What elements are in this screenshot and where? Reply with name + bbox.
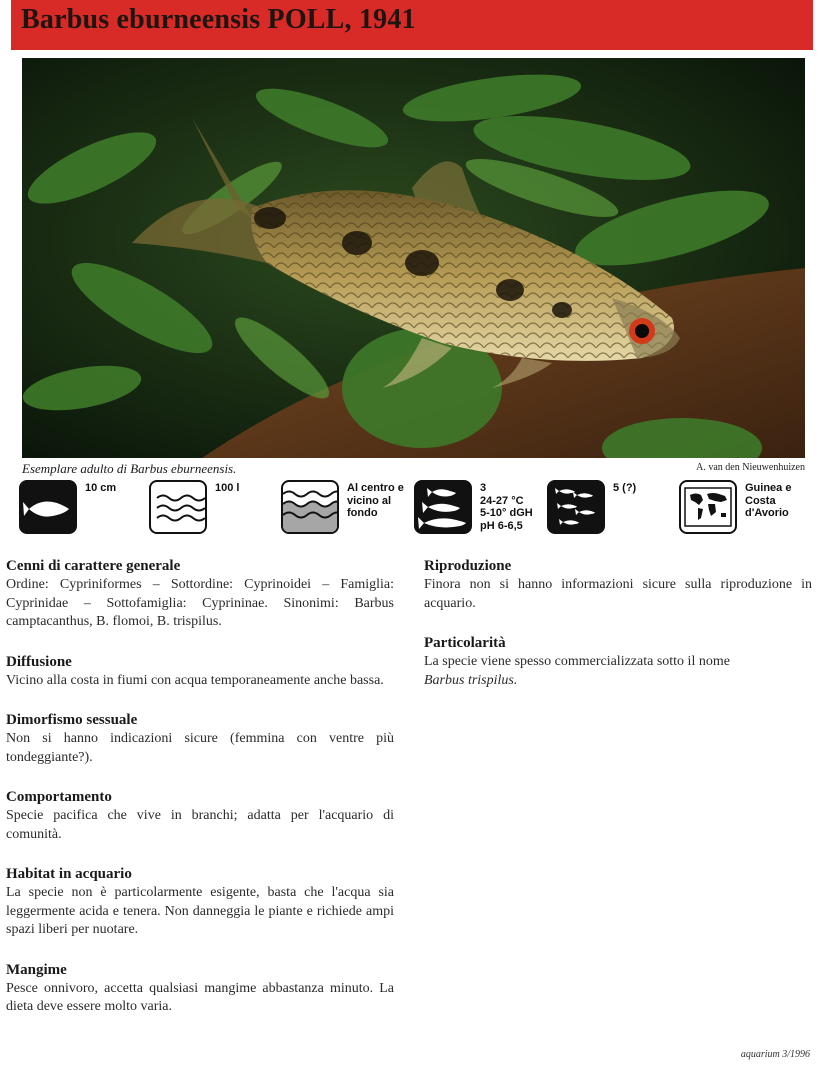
fish-photo-image: [22, 58, 805, 458]
section-habitat: [6, 865, 394, 940]
section-text: [424, 653, 812, 690]
right-column: [424, 557, 812, 711]
section-dimorphism: [6, 711, 394, 767]
swimming-zone-icon: [281, 480, 339, 534]
species-name: Barbus trispilus.: [424, 672, 518, 688]
section-text: Pesce onnivoro, accetta qualsiasi mangime abbastanza minuto. La dieta deve essere molto varia.: [6, 980, 394, 1014]
water-label: 3 24-27 °C 5-10° dGH pH 6-6,5: [480, 482, 533, 532]
section-heading: Diffusione: [6, 653, 72, 670]
world-map-icon: [679, 480, 737, 534]
section-text: Ordine: Cypriniformes – Sottordine: Cyprinoidei – Famiglia: Cyprinidae – Sottofamiglia: Cyprininae. Sinonimi: Barbus camptacanthus, B. flomoi, B. trispilus.: [6, 577, 394, 629]
origin-label: Guinea e Costa d'Avorio: [745, 482, 792, 519]
photo-caption: Esemplare adulto di Barbus eburneensis.: [22, 461, 237, 476]
school-size-icon: [547, 480, 605, 534]
section-food: [6, 961, 394, 1017]
tank-volume-icon: [149, 480, 207, 534]
section-text: La specie non è particolarmente esigente, basta che l'acqua sia leggermente acida e tenera. Non danneggia le piante e richiede ampi spazi liberi per nuotare.: [6, 885, 394, 937]
section-text: Non si hanno indicazioni sicure (femmina con ventre più tondeggiante?).: [6, 731, 394, 765]
section-peculiarities: [424, 634, 812, 690]
section-distribution: [6, 653, 394, 691]
section-text: Specie pacifica che vive in branchi; adatta per l'acquario di comunità.: [6, 808, 394, 842]
section-reproduction: [424, 557, 812, 613]
fish-size-icon: [19, 480, 77, 534]
size-label: 10 cm: [85, 482, 117, 494]
photo-credit: A. van den Nieuwenhuizen: [696, 462, 805, 473]
water-parameters-icon: [414, 480, 472, 534]
group-label: 5 (?): [613, 482, 637, 494]
section-heading: Habitat in acquario: [6, 866, 132, 882]
page-title: Barbus eburneensis POLL, 1941: [21, 4, 416, 35]
section-heading: Comportamento: [6, 789, 112, 805]
title-bar: [11, 0, 813, 50]
zone-label: Al centro e vicino al fondo: [347, 482, 404, 519]
section-heading: Particolarità: [424, 635, 506, 651]
fish-photo: [22, 58, 805, 458]
left-column: [6, 557, 394, 1038]
section-general: [6, 557, 394, 632]
section-text: Vicino alla costa in fiumi con acqua temporaneamente anche bassa.: [6, 672, 384, 688]
section-heading: Mangime: [6, 961, 67, 978]
section-heading: Dimorfismo sessuale: [6, 712, 138, 728]
volume-label: 100 l: [215, 482, 240, 494]
section-text-main: La specie viene spesso commercializzata sotto il nome: [424, 654, 730, 669]
section-text: Finora non si hanno informazioni sicure sulla riproduzione in acquario.: [424, 577, 812, 611]
section-heading: Cenni di carattere generale: [6, 558, 181, 574]
source-footer: aquarium 3/1996: [740, 1049, 810, 1060]
section-heading: Riproduzione: [424, 558, 512, 574]
section-behaviour: [6, 788, 394, 844]
